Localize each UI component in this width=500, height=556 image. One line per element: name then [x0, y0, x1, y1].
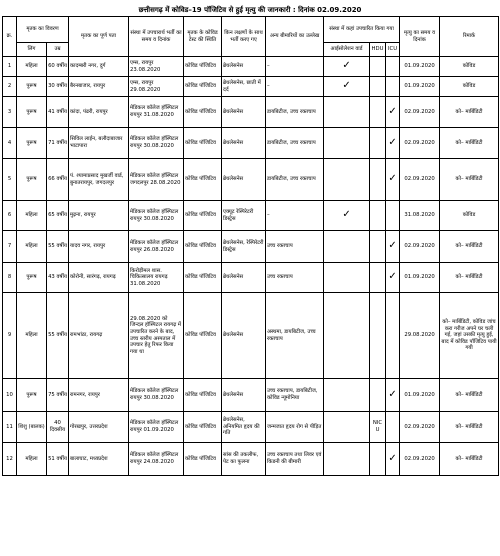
cell-sno: 1 — [3, 57, 17, 77]
cell-test-status: कोविड पॉजिटिव — [184, 57, 222, 77]
cell-symptoms: ब्रेथलेसनेस, अनियमित हृदय की गति — [222, 412, 266, 443]
cell-symptoms: ब्रेथलेसनेस, छाती में दर्द — [222, 77, 266, 97]
cell-gender: पुरूष — [17, 379, 47, 412]
cell-icu: ✓ — [386, 263, 400, 293]
header-symptoms: किन लक्षणों के साथ भर्ती करए गए — [222, 17, 266, 57]
cell-address: गोरखपुर, उत्तरप्रदेश — [69, 412, 129, 443]
cell-age: 51 वर्षीय — [47, 443, 69, 476]
cell-icu: ✓ — [386, 231, 400, 263]
cell-death-date: 02.09.2020 — [400, 97, 440, 128]
cell-test-status: कोविड पॉजिटिव — [184, 97, 222, 128]
cell-symptoms: एक्यूट रेस्पिरेटरी डिस्ट्रेस — [222, 201, 266, 231]
cell-test-status: कोविड पॉजिटिव — [184, 293, 222, 379]
cell-test-status: कोविड पॉजिटिव — [184, 128, 222, 159]
cell-test-status: कोविड पॉजिटिव — [184, 159, 222, 201]
header-row-1 — [3, 17, 499, 43]
cell-sno: 7 — [3, 231, 17, 263]
cell-icu — [386, 293, 400, 379]
cell-death-date: 02.09.2020 — [400, 231, 440, 263]
cell-symptoms: ब्रेथलेसनेस — [222, 57, 266, 77]
cell-age: 40 दिवसीय — [47, 412, 69, 443]
header-sno: क्र. — [3, 17, 17, 57]
table-row — [3, 379, 499, 412]
cell-death-date: 01.09.2020 — [400, 379, 440, 412]
cell-remarks: कोविड — [440, 201, 499, 231]
cell-gender: पुरूष — [17, 159, 47, 201]
cell-age: 41 वर्षीय — [47, 97, 69, 128]
cell-hospital: मेडिकल कॉलेज हॉस्पिटल रायपुर 24.08.2020 — [129, 443, 184, 476]
table-row — [3, 293, 499, 379]
table-row — [3, 231, 499, 263]
cell-sno: 4 — [3, 128, 17, 159]
table-row — [3, 159, 499, 201]
cell-hdu — [370, 97, 386, 128]
cell-isolation-ward — [324, 412, 370, 443]
cell-hospital: मेडिकल कॉलेज हॉस्पिटल रायपुर 30.08.2020 — [129, 128, 184, 159]
cell-isolation-ward: ✓ — [324, 77, 370, 97]
cell-hdu — [370, 293, 386, 379]
cell-sno: 8 — [3, 263, 17, 293]
cell-hdu — [370, 231, 386, 263]
cell-gender: पुरूष — [17, 128, 47, 159]
cell-address: कांदा, पंढरी, रायपुर — [69, 97, 129, 128]
table-row — [3, 57, 499, 77]
cell-age: 55 वर्षीय — [47, 231, 69, 263]
header-hospital: संस्था में उपचारार्थ भर्ती का समय व दिनांक — [129, 17, 184, 57]
cell-death-date: 01.09.2020 — [400, 57, 440, 77]
cell-gender: पुरूष — [17, 77, 47, 97]
cell-isolation-ward — [324, 159, 370, 201]
cell-other-diseases: – — [266, 57, 324, 77]
cell-address: रामभांठा, रायगढ़ — [69, 293, 129, 379]
cell-isolation-ward — [324, 231, 370, 263]
cell-hdu — [370, 128, 386, 159]
header-hdu: HDU — [370, 43, 386, 57]
cell-isolation-ward — [324, 443, 370, 476]
cell-gender: पुरूष — [17, 263, 47, 293]
cell-hdu: NICU — [370, 412, 386, 443]
cell-icu: ✓ — [386, 128, 400, 159]
cell-address: यादव नगर, रायपुर — [69, 231, 129, 263]
cell-other-diseases: – — [266, 201, 324, 231]
cell-icu: ✓ — [386, 159, 400, 201]
cell-address: पं. श्यामाप्रसाद मुखर्जी वार्ड, बुनातरायपुर, जगदलपुर — [69, 159, 129, 201]
cell-symptoms: ब्रेथलेसनेस, रेस्पिरेटरी डिस्ट्रेस — [222, 231, 266, 263]
cell-icu — [386, 77, 400, 97]
cell-hospital: मेडिकल कॉलेज हॉस्पिटल रायपुर 31.08.2020 — [129, 97, 184, 128]
cell-isolation-ward — [324, 293, 370, 379]
cell-death-date: 01.09.2020 — [400, 77, 440, 97]
table-row — [3, 263, 499, 293]
cell-remarks: को– मार्बिडिटी — [440, 97, 499, 128]
cell-death-date: 01.09.2020 — [400, 263, 440, 293]
cell-gender: महिला — [17, 57, 47, 77]
cell-death-date: 02.09.2020 — [400, 159, 440, 201]
cell-death-date: 31.08.2020 — [400, 201, 440, 231]
cell-test-status: कोविड पॉजिटिव — [184, 77, 222, 97]
cell-sno: 12 — [3, 443, 17, 476]
cell-remarks: को– मार्बिडिटी, कोविड जांच करा गरीज अपने घर चली गई, जहां उसकी मृत्यु हुई, बाद में कोविड पॉजिटिव पायी गयी — [440, 293, 499, 379]
cell-death-date: 29.08.2020 — [400, 293, 440, 379]
cell-age: 71 वर्षीय — [47, 128, 69, 159]
cell-death-date: 02.09.2020 — [400, 443, 440, 476]
table-row — [3, 77, 499, 97]
cell-address: कोरोनी, सारंगढ़, रायगढ़ — [69, 263, 129, 293]
cell-sno: 6 — [3, 201, 17, 231]
header-isolation-ward: आईसोलेशन वार्ड — [324, 43, 370, 57]
cell-hospital: 29.08.2020 को जिन्दल हॉस्पिटल रायगढ़ में उपचारित करने के बाद, उच्च स्तरीय अस्पताल में उपचार हेतु रिफर किया गया था — [129, 293, 184, 379]
cell-isolation-ward: ✓ — [324, 57, 370, 77]
cell-age: 60 वर्षीय — [47, 57, 69, 77]
cell-symptoms: सांस की तकलीफ, पेट का फूलना — [222, 443, 266, 476]
cell-other-diseases: – — [266, 77, 324, 97]
cell-icu: ✓ — [386, 443, 400, 476]
cell-remarks: को– मार्बिडिटी — [440, 379, 499, 412]
cell-sno: 5 — [3, 159, 17, 201]
cell-address: मुढ़ना, रायपुर — [69, 201, 129, 231]
cell-remarks: कोविड — [440, 57, 499, 77]
cell-gender: महिला — [17, 443, 47, 476]
cell-hospital: मेडिकल कॉलेज हॉस्पिटल रायपुर 26.08.2020 — [129, 231, 184, 263]
cell-sno: 11 — [3, 412, 17, 443]
cell-remarks: को– मार्बिडिटी — [440, 159, 499, 201]
cell-other-diseases: उच्च रक्तचाप तथा लिवर एवं किडनी की बीमारी — [266, 443, 324, 476]
header-gender: लिंग — [17, 43, 47, 57]
cell-hospital: एम्स, रायपुर 23.08.2020 — [129, 57, 184, 77]
cell-sno: 10 — [3, 379, 17, 412]
cell-age: 65 वर्षीय — [47, 201, 69, 231]
cell-address: बालाघाट, मध्यप्रदेश — [69, 443, 129, 476]
cell-remarks: को– मार्बिडिटी — [440, 412, 499, 443]
table-row — [3, 412, 499, 443]
cell-remarks: को– मार्बिडिटी — [440, 443, 499, 476]
cell-remarks: कोविड — [440, 77, 499, 97]
cell-other-diseases: उच्च रक्तचाप — [266, 231, 324, 263]
cell-sno: 9 — [3, 293, 17, 379]
cell-symptoms: ब्रेथलेसनेस — [222, 159, 266, 201]
cell-test-status: कोविड पॉजिटिव — [184, 412, 222, 443]
cell-hospital: मेडिकल कॉलेज हॉस्पिटल रायपुर 30.08.2020 — [129, 379, 184, 412]
cell-sno: 3 — [3, 97, 17, 128]
cell-other-diseases: डायबिटीज, उच्च रक्तचाप — [266, 97, 324, 128]
cell-hdu — [370, 77, 386, 97]
cell-hdu — [370, 263, 386, 293]
cell-test-status: कोविड पॉजिटिव — [184, 231, 222, 263]
cell-hdu — [370, 159, 386, 201]
cell-remarks: को– मार्बिडिटी — [440, 231, 499, 263]
header-patient-details: मृतक का विवरण — [17, 17, 69, 43]
header-address: मृतक का पूर्ण पता — [69, 17, 129, 57]
cell-gender: शिशु (बालक) — [17, 412, 47, 443]
cell-death-date: 02.09.2020 — [400, 412, 440, 443]
cell-age: 75 वर्षीय — [47, 379, 69, 412]
cell-hospital: किरोड़ीमल शास. चिकित्सालय रायगढ़ 31.08.2020 — [129, 263, 184, 293]
header-death-date: मृत्यु का समय व दिनांक — [400, 17, 440, 57]
header-ward-group: संस्था में कहां उपचारित किया गया — [324, 17, 400, 43]
cell-isolation-ward — [324, 263, 370, 293]
cell-symptoms: ब्रेथलेसनेस — [222, 379, 266, 412]
cell-gender: महिला — [17, 231, 47, 263]
header-age: उम्र — [47, 43, 69, 57]
cell-other-diseases: डायबिटीज, उच्च रक्तचाप — [266, 159, 324, 201]
cell-test-status: कोविड पॉजिटिव — [184, 263, 222, 293]
cell-hospital: मेडिकल कॉलेज हॉस्पिटल रायपुर 30.08.2020 — [129, 201, 184, 231]
cell-isolation-ward — [324, 128, 370, 159]
cell-icu — [386, 201, 400, 231]
cell-symptoms: ब्रेथलेसनेस — [222, 128, 266, 159]
death-report-table — [2, 16, 499, 476]
document-title: छत्तीसगढ़ में कोविड–19 पॉजिटिव से हुई मृत्यु की जानकारी : दिनांक 02.09.2020 — [138, 6, 362, 14]
cell-sno: 2 — [3, 77, 17, 97]
cell-symptoms: ब्रेथलेसनेस — [222, 97, 266, 128]
cell-address: कादम्बरी नगर, दुर्ग — [69, 57, 129, 77]
cell-hospital: मेडिकल कॉलेज हॉस्पिटल रायपुर 01.09.2020 — [129, 412, 184, 443]
cell-hdu — [370, 57, 386, 77]
cell-other-diseases: उच्च रक्तचाप — [266, 263, 324, 293]
header-remarks: रिमार्क — [440, 17, 499, 57]
cell-gender: महिला — [17, 201, 47, 231]
cell-other-diseases: उच्च रक्तचाप, डायबिटीज, कोविड न्यूमोनिया — [266, 379, 324, 412]
cell-hospital: मेडिकल कॉलेज हॉस्पिटल जगदलपुर 28.08.2020 — [129, 159, 184, 201]
cell-symptoms: ब्रेथलेसनेस — [222, 293, 266, 379]
header-other-diseases: अन्य बीमारियों का उल्लेख — [266, 17, 324, 57]
cell-icu: ✓ — [386, 97, 400, 128]
cell-age: 43 वर्षीय — [47, 263, 69, 293]
cell-address: सिविल लाईन, बलौदाबाजार भाटापारा — [69, 128, 129, 159]
cell-address: बैरनबाजार, रायपुर — [69, 77, 129, 97]
header-test-status: मृतक के कोविड टेस्ट की स्थिति — [184, 17, 222, 57]
cell-test-status: कोविड पॉजिटिव — [184, 201, 222, 231]
cell-symptoms: ब्रेथलेसनेस — [222, 263, 266, 293]
cell-test-status: कोविड पॉजिटिव — [184, 379, 222, 412]
cell-other-diseases: अस्थमा, डायबिटीज, उच्च रक्तचाप — [266, 293, 324, 379]
cell-hdu — [370, 443, 386, 476]
header-icu: ICU — [386, 43, 400, 57]
cell-icu — [386, 57, 400, 77]
cell-icu: ✓ — [386, 379, 400, 412]
cell-isolation-ward — [324, 379, 370, 412]
table-row — [3, 201, 499, 231]
cell-other-diseases: जन्मजात हृदय रोग से पीड़ित — [266, 412, 324, 443]
cell-isolation-ward — [324, 97, 370, 128]
cell-hdu — [370, 201, 386, 231]
cell-age: 55 वर्षीय — [47, 293, 69, 379]
cell-hdu — [370, 379, 386, 412]
cell-gender: महिला — [17, 293, 47, 379]
cell-remarks: को– मार्बिडिटी — [440, 128, 499, 159]
table-body — [3, 57, 499, 476]
table-row — [3, 128, 499, 159]
cell-icu — [386, 412, 400, 443]
cell-address: रामनगर, रायपुर — [69, 379, 129, 412]
cell-test-status: कोविड पॉजिटिव — [184, 443, 222, 476]
table-row — [3, 97, 499, 128]
cell-age: 30 वर्षीय — [47, 77, 69, 97]
cell-isolation-ward: ✓ — [324, 201, 370, 231]
cell-other-diseases: डायबिटीज, उच्च रक्तचाप — [266, 128, 324, 159]
cell-remarks: को– मार्बिडिटी — [440, 263, 499, 293]
cell-hospital: एम्स, रायपुर 29.08.2020 — [129, 77, 184, 97]
table-row — [3, 443, 499, 476]
cell-gender: पुरूष — [17, 97, 47, 128]
cell-age: 66 वर्षीय — [47, 159, 69, 201]
table-header — [3, 17, 499, 57]
cell-death-date: 02.09.2020 — [400, 128, 440, 159]
